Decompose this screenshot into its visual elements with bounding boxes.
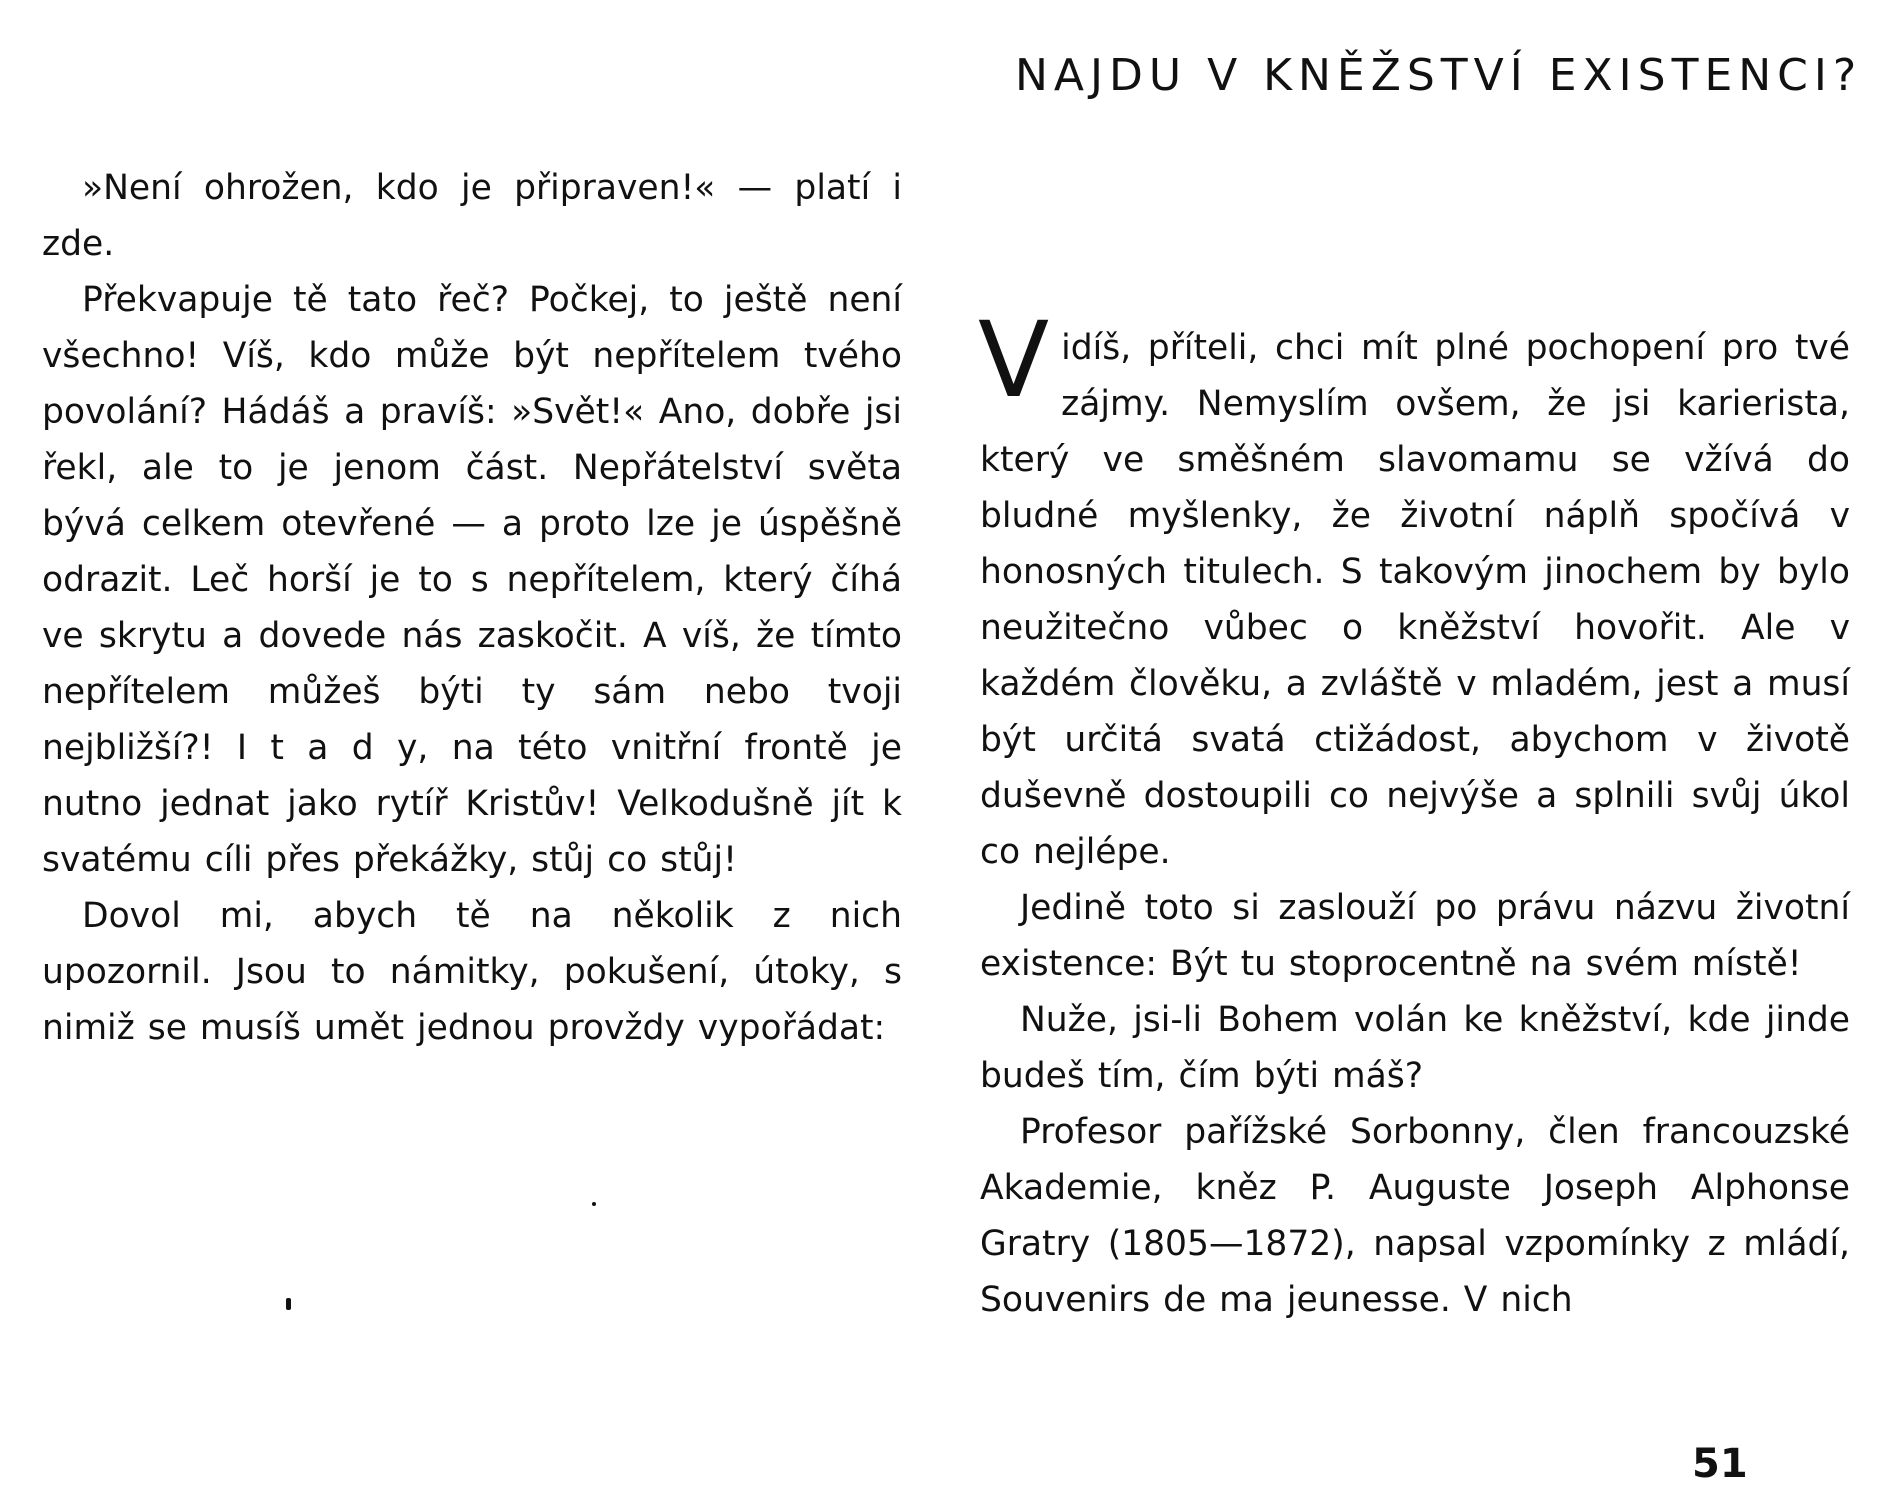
right-paragraph-3: Nuže, jsi-li Bohem volán ke kněžství, kde jinde budeš tím, čím býti máš? xyxy=(980,1000,1850,1096)
left-paragraph-1: »Není ohrožen, kdo je připraven!« — platí i zde. xyxy=(42,168,902,264)
left-paragraph-2: Překvapuje tě tato řeč? Počkej, to ještě není všechno! Víš, kdo může být nepřítelem tvého povolání? Hádáš a pravíš: »Svět!« Ano, dobře jsi řekl, ale to je jenom část. Nepřátelství světa bývá celkem otevřené — a proto lze je úspěšně odrazit. Leč horší je to s nepřítelem, který číhá ve skrytu a dovede nás zaskočit. A víš, že tímto nepřítelem můžeš býti ty sám nebo tvoji nejbližší?! I t a d y, na této vnitřní frontě je nutno jednat jako rytíř Kristův! Velkodušně jít k svatému cíli přes překážky, stůj co stůj! xyxy=(42,280,902,880)
right-paragraph-1-text: idíš, příteli, chci mít plné pochopení pro tvé zájmy. Nemyslím ovšem, že jsi karierista, který ve směšném slavomamu se vžívá do bludné myšlenky, že životní náplň spočívá v honosných titulech. S takovým jinochem by bylo neužitečno vůbec o kněžství hovořit. Ale v každém člověku, a zvláště v mladém, jest a musí být určitá svatá ctižádost, abychom v životě duševně dostoupili co nejvýše a splnili svůj úkol co nejlépe. xyxy=(980,328,1850,872)
drop-cap: V xyxy=(978,299,1050,421)
left-column xyxy=(42,160,902,1056)
right-column xyxy=(978,299,1850,1328)
page-number: 51 xyxy=(1692,1441,1748,1487)
left-paragraph-3: Dovol mi, abych tě na několik z nich upozornil. Jsou to námitky, pokušení, útoky, s nimiž se musíš umět jednou provždy vypořádat: xyxy=(42,896,902,1048)
right-paragraph-4: Profesor pařížské Sorbonny, člen francouzské Akademie, kněz P. Auguste Joseph Alphonse Gratry (1805—1872), napsal vzpomínky z mládí, Souvenirs de ma jeunesse. V nich xyxy=(980,1112,1850,1320)
right-paragraph-2: Jedině toto si zaslouží po právu názvu životní existence: Být tu stoprocentně na svém místě! xyxy=(980,888,1850,984)
running-header: NAJDU V KNĚŽSTVÍ EXISTENCI? xyxy=(1015,50,1863,101)
right-paragraph-1 xyxy=(978,299,1850,880)
stray-mark xyxy=(592,1202,596,1206)
stray-mark xyxy=(286,1298,291,1310)
